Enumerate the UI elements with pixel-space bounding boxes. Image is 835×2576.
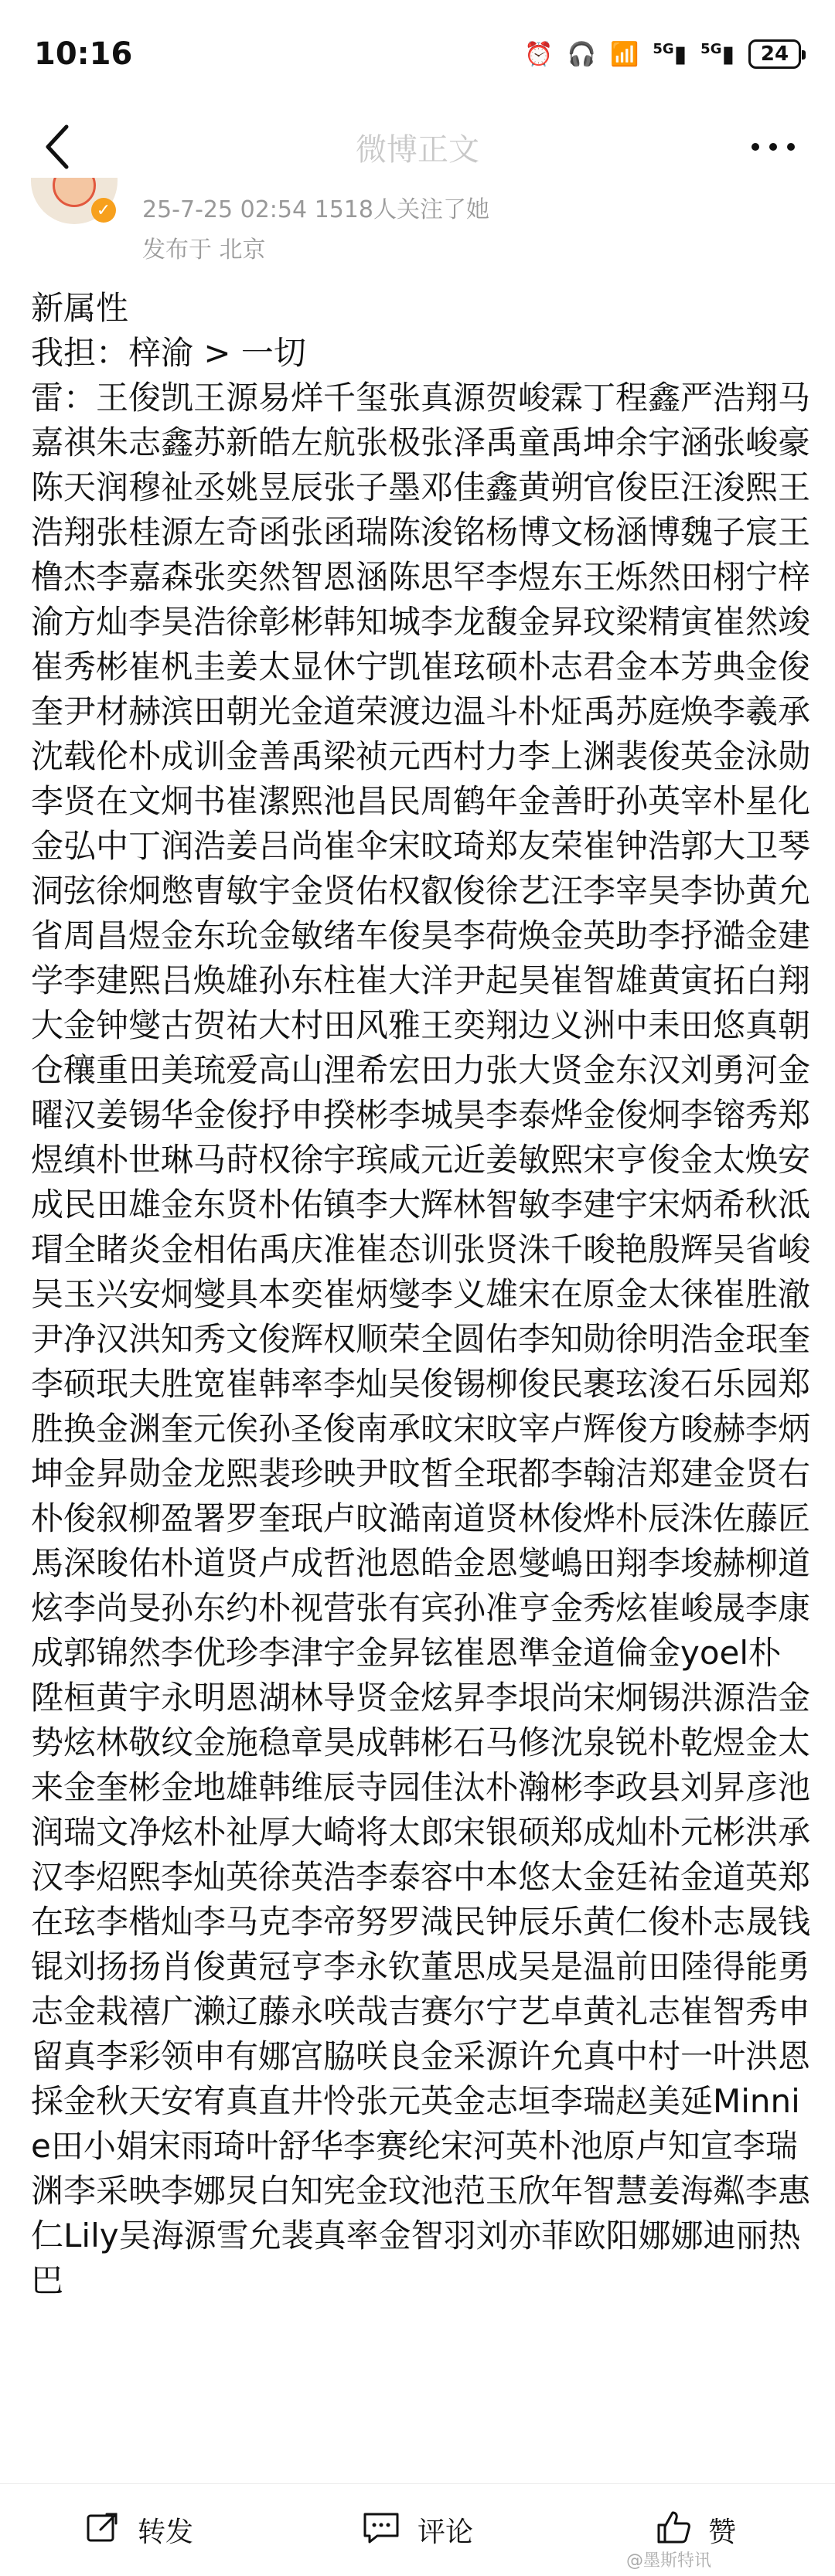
repost-button[interactable] <box>0 2510 278 2551</box>
post-line-new: 新属性 <box>31 289 129 327</box>
post-content <box>31 286 812 2303</box>
post-line-fav: 我担：梓渝 > 一切 <box>31 334 306 372</box>
ban-label: 雷： <box>31 379 97 417</box>
comment-label: 评论 <box>417 2516 473 2548</box>
post-ban-list <box>31 376 812 2303</box>
signal-label-2: 5G <box>700 40 722 57</box>
repost-icon <box>85 2510 121 2551</box>
comment-icon <box>362 2510 400 2551</box>
battery-icon <box>748 39 801 69</box>
watermark-text: @墨斯特讯 <box>625 2551 711 2571</box>
headphones-icon: 🎧 <box>567 40 596 68</box>
nav-bar <box>0 108 835 185</box>
post-meta: 25-7-25 02:54 1518人关注了她 <box>142 196 489 223</box>
author-header <box>0 185 835 278</box>
signal-icon: $^{5G}$▮ <box>653 40 687 68</box>
like-label: 赞 <box>707 2516 736 2548</box>
repost-label: 转发 <box>137 2516 193 2548</box>
page-title: 微博正文 <box>356 131 479 168</box>
status-icons <box>524 39 801 69</box>
chevron-left-icon[interactable] <box>26 116 88 178</box>
signal-icon-2: $^{5G}$▮ <box>700 40 734 68</box>
wifi-icon: 📶 <box>609 40 639 68</box>
post-location: 发布于 北京 <box>142 237 266 264</box>
battery-level: 24 <box>760 43 789 66</box>
signal-label: 5G <box>653 40 674 57</box>
ban-names: 王俊凯王源易烊千玺张真源贺峻霖丁程鑫严浩翔马嘉祺朱志鑫苏新皓左航张极张泽禹童禹坤余宇涵张峻豪陈天润穆祉丞姚昱辰张子墨邓佳鑫黄朔官俊臣汪浚熙王浩翔张桂源左奇函张函瑞陈浚铭杨博文杨涵博魏子宸王橹杰李嘉森张奕然智恩涵陈思罕李煜东王烁然田栩宁梓渝方灿李昊浩徐彰彬韩知城李龙馥金昇玟梁精寅崔然竣崔秀彬崔杋圭姜太显休宁凯崔玹硕朴志君金本芳典金俊奎尹材赫滨田朝光金道荣渡边温斗朴炡禹苏庭焕李羲承沈载伦朴成训金善禹梁祯元西村力李上渊裴俊英金泳勋李贤在文炯书崔潔熙池昌民周鹤年金善盱孙英宰朴星化金弘中丁润浩姜吕尚崔伞宋旼琦郑友荣崔钟浩郭大卫琴洞弦徐炯憋曺敏宇金贤佑权叡俊徐艺汪李宰昊李协黄允省周昌煜金东玧金敏绪车俊昊李荷焕金英助李抒澔金建学李建熙吕焕雄孙东柱崔大洋尹起昊崔智雄黄寅拓白翔大金钟燮古贺祐大村田风雅王奕翔边义洲中耒田悠真朝仓穰重田美琉爱高山浬希宏田力张大贤金东汉刘勇河金曜汉姜锡华金俊抒申揆彬李城昊李泰烨金俊炯李镕秀郑煜缜朴世琳马莳权徐宇瑸咸元近姜敏熙宋亨俊金太焕安成民田雄金东贤朴佑镇李大辉林智敏李建宇宋炳希秋泜瑁全睹炎金相佑禹庆准崔态训张贤洙千晙艳殷辉吴省峻吴玉兴安炯燮具本奕崔炳燮李义雄宋在原金太徕崔胜澈尹净汉洪知秀文俊辉权顺荣全圆佑李知勋徐明浩金珉奎李硕珉夫胜宽崔韩率李灿吴俊锡柳俊民裹玹浚石乐园郑胜换金渊奎元俟孙圣俊南承旼宋旼宰卢辉俊方晙赫李炳坤金昇勋金龙熙裴珍映尹旼皙全珉都李翰洁郑建金贤右朴俊叙柳盈署罗奎珉卢旼澔南道贤林俊烨朴辰洙佐藤匠馬深晙佑朴道贤卢成哲池恩皓金恩燮嶋田翔李埈赫柳道炫李尚旻孙东约朴视营张有宾孙准亨金秀炫崔峻晟李康成郭锦然李优珍李津宇金昇铉崔恩準金道倫金yoel朴陞桓黄宇永明恩湖林导贤金炫昇李垠尚宋炯锡洪源浩金势炫林敬纹金施稳章昊成韩彬石马修沈泉锐朴乾煜金太来金奎彬金地雄韩维辰寺园佳汰朴瀚彬李政县刘昇彦池润瑞文净炫朴祉厚大崎将太郎宋银硕郑成灿朴元彬洪承汉李炤熙李灿英徐英浩李泰容中本悠太金廷祐金道英郑在玹李楷灿李马克李帝努罗渽民钟辰乐黄仁俊朴志晟钱锟刘扬扬肖俊黄冠亨李永钦董思成吴是温前田陸得能勇志金栽禧广濑辽藤永咲哉吉赛尔宁艺卓黄礼志崔智秀申留真李彩领申有娜宫脇咲良金采源许允真中村一叶洪恩採金秋天安宥真直井怜张元英金志垣李瑞赵美延Minnie田小娟宋雨琦叶舒华李赛纶宋河英朴池原卢知宣李瑞渊李采映李娜炅白知宪金玟池范玉欣年智慧姜海粼李惠仁Lily吴海源雪允裴真率金智羽刘亦菲欧阳娜娜迪丽热巴 <box>31 379 811 2299</box>
avatar-face <box>53 178 96 207</box>
comment-button[interactable] <box>278 2510 557 2551</box>
verified-badge-icon: ✓ <box>91 198 116 223</box>
thumbs-up-icon <box>656 2510 691 2551</box>
like-button[interactable] <box>557 2510 835 2551</box>
status-bar <box>0 0 835 108</box>
alarm-icon: ⏰ <box>524 40 554 68</box>
more-dots-icon[interactable] <box>742 116 804 178</box>
status-time: 10:16 <box>34 36 133 72</box>
